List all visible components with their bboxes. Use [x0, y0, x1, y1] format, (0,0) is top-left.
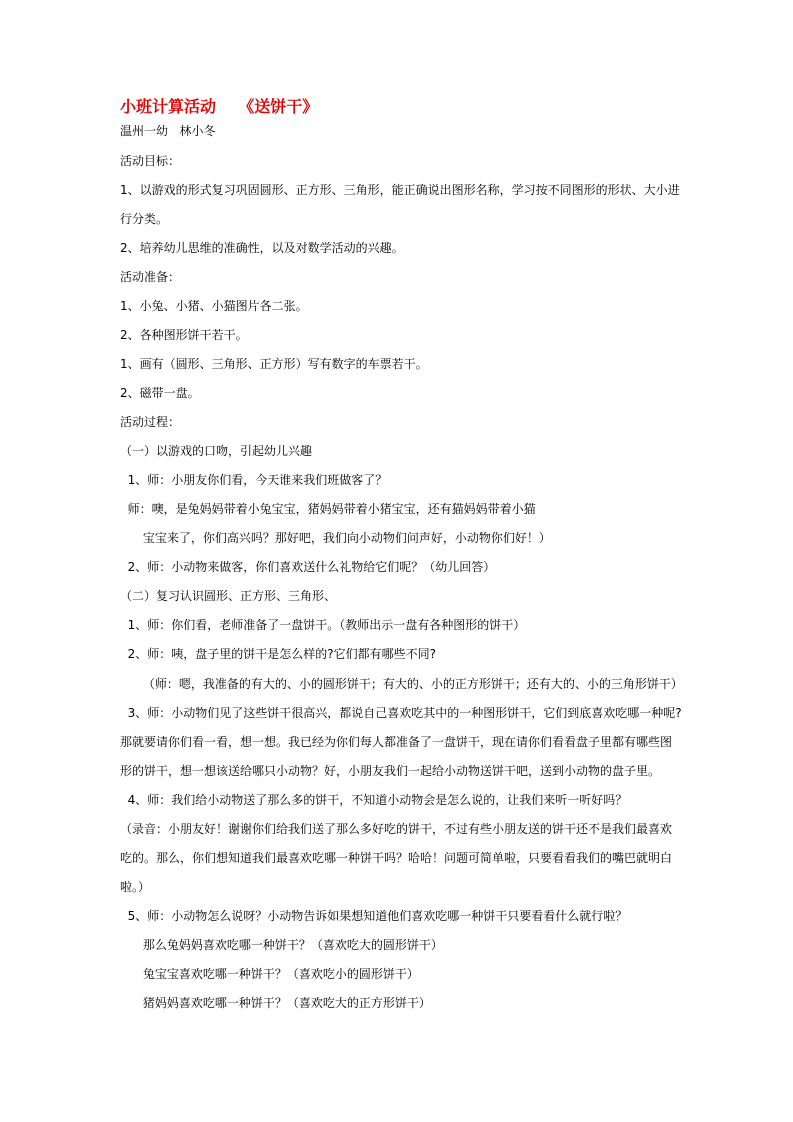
text-line: 活动过程：	[120, 415, 181, 429]
text-line: 4、师：我们给小动物送了那么多的饼干，不知道小动物会是怎么说的，让我们来听一听好吗？	[120, 793, 628, 807]
text-line: 形的饼干，想一想该送给哪只小动物？好，小朋友我们一起给小动物送饼干吧，送到小动物的盘子里。	[120, 764, 661, 778]
text-line: 1、画有（圆形、三角形、正方形）写有数字的车票若干。	[120, 357, 428, 371]
text-line: 2、培养幼儿思维的准确性，以及对数学活动的兴趣。	[120, 241, 404, 255]
text-line: 2、磁带一盘。	[120, 386, 200, 400]
text-line: 2、各种图形饼干若干。	[120, 328, 248, 342]
document-title: 小班计算活动 《送饼干》	[120, 97, 319, 116]
text-line: 行分类。	[120, 212, 169, 226]
text-line: 兔宝宝喜欢吃哪一种饼干？（喜欢吃小的圆形饼干）	[120, 967, 419, 981]
text-line: 那就要请你们看一看，想一想。我已经为你们每人都准备了一盘饼干，现在请你们看看盘子里都有哪些图	[120, 735, 673, 749]
text-line: （二）复习认识圆形、正方形、三角形、	[120, 589, 337, 603]
text-line: 2、师：咦，盘子里的饼干是怎么样的?它们都有哪些不同?	[120, 647, 437, 661]
text-line: 那么兔妈妈喜欢吃哪一种饼干？（喜欢吃大的圆形饼干）	[120, 938, 443, 952]
text-line: 1、以游戏的形式复习巩固圆形、正方形、三角形，能正确说出图形名称，学习按不同图形的形状、大小进	[120, 183, 680, 197]
text-line: 5、师：小动物怎么说呀？小动物告诉如果想知道他们喜欢吃哪一种饼干只要看看什么就行啦？	[120, 909, 628, 923]
text-line: 1、师：小朋友你们看，今天谁来我们班做客了？	[120, 473, 388, 487]
text-line: 3、师：小动物们见了这些饼干很高兴，都说自己喜欢吃其中的一种图形饼干，它们到底喜欢吃哪一种呢?	[120, 706, 682, 720]
text-line: 2、师：小动物来做客，你们喜欢送什么礼物给它们呢？（幼儿回答）	[120, 560, 496, 574]
text-line: （一）以游戏的口吻，引起幼儿兴趣	[120, 444, 313, 458]
author-line: 温州一幼 林小冬	[120, 124, 216, 138]
text-line: 活动准备：	[120, 270, 181, 284]
text-line: （录音：小朋友好！谢谢你们给我们送了那么多好吃的饼干，不过有些小朋友送的饼干还不是我们最喜欢	[120, 822, 673, 836]
text-line: 猪妈妈喜欢吃哪一种饼干？（喜欢吃大的正方形饼干）	[120, 996, 431, 1010]
text-line: 啦。）	[120, 880, 151, 894]
text-line: 吃的。那么，你们想知道我们最喜欢吃哪一种饼干吗？哈哈！问题可简单啦，只要看看我们的嘴巴就明白	[120, 851, 673, 865]
text-line: 师：噢，是兔妈妈带着小兔宝宝，猪妈妈带着小猪宝宝，还有猫妈妈带着小猫	[120, 502, 536, 516]
text-line: 活动目标：	[120, 154, 181, 168]
text-line: 1、师：你们看，老师准备了一盘饼干。（教师出示一盘有各种图形的饼干）	[120, 618, 526, 632]
text-line: 1、小兔、小猪、小猫图片各二张。	[120, 299, 308, 313]
text-line: （师：嗯，我准备的有大的、小的圆形饼干；有大的、小的正方形饼干；还有大的、小的三角形饼干）	[120, 677, 683, 691]
text-line: 宝宝来了，你们高兴吗？那好吧，我们向小动物们问声好，小动物你们好！）	[120, 531, 551, 545]
